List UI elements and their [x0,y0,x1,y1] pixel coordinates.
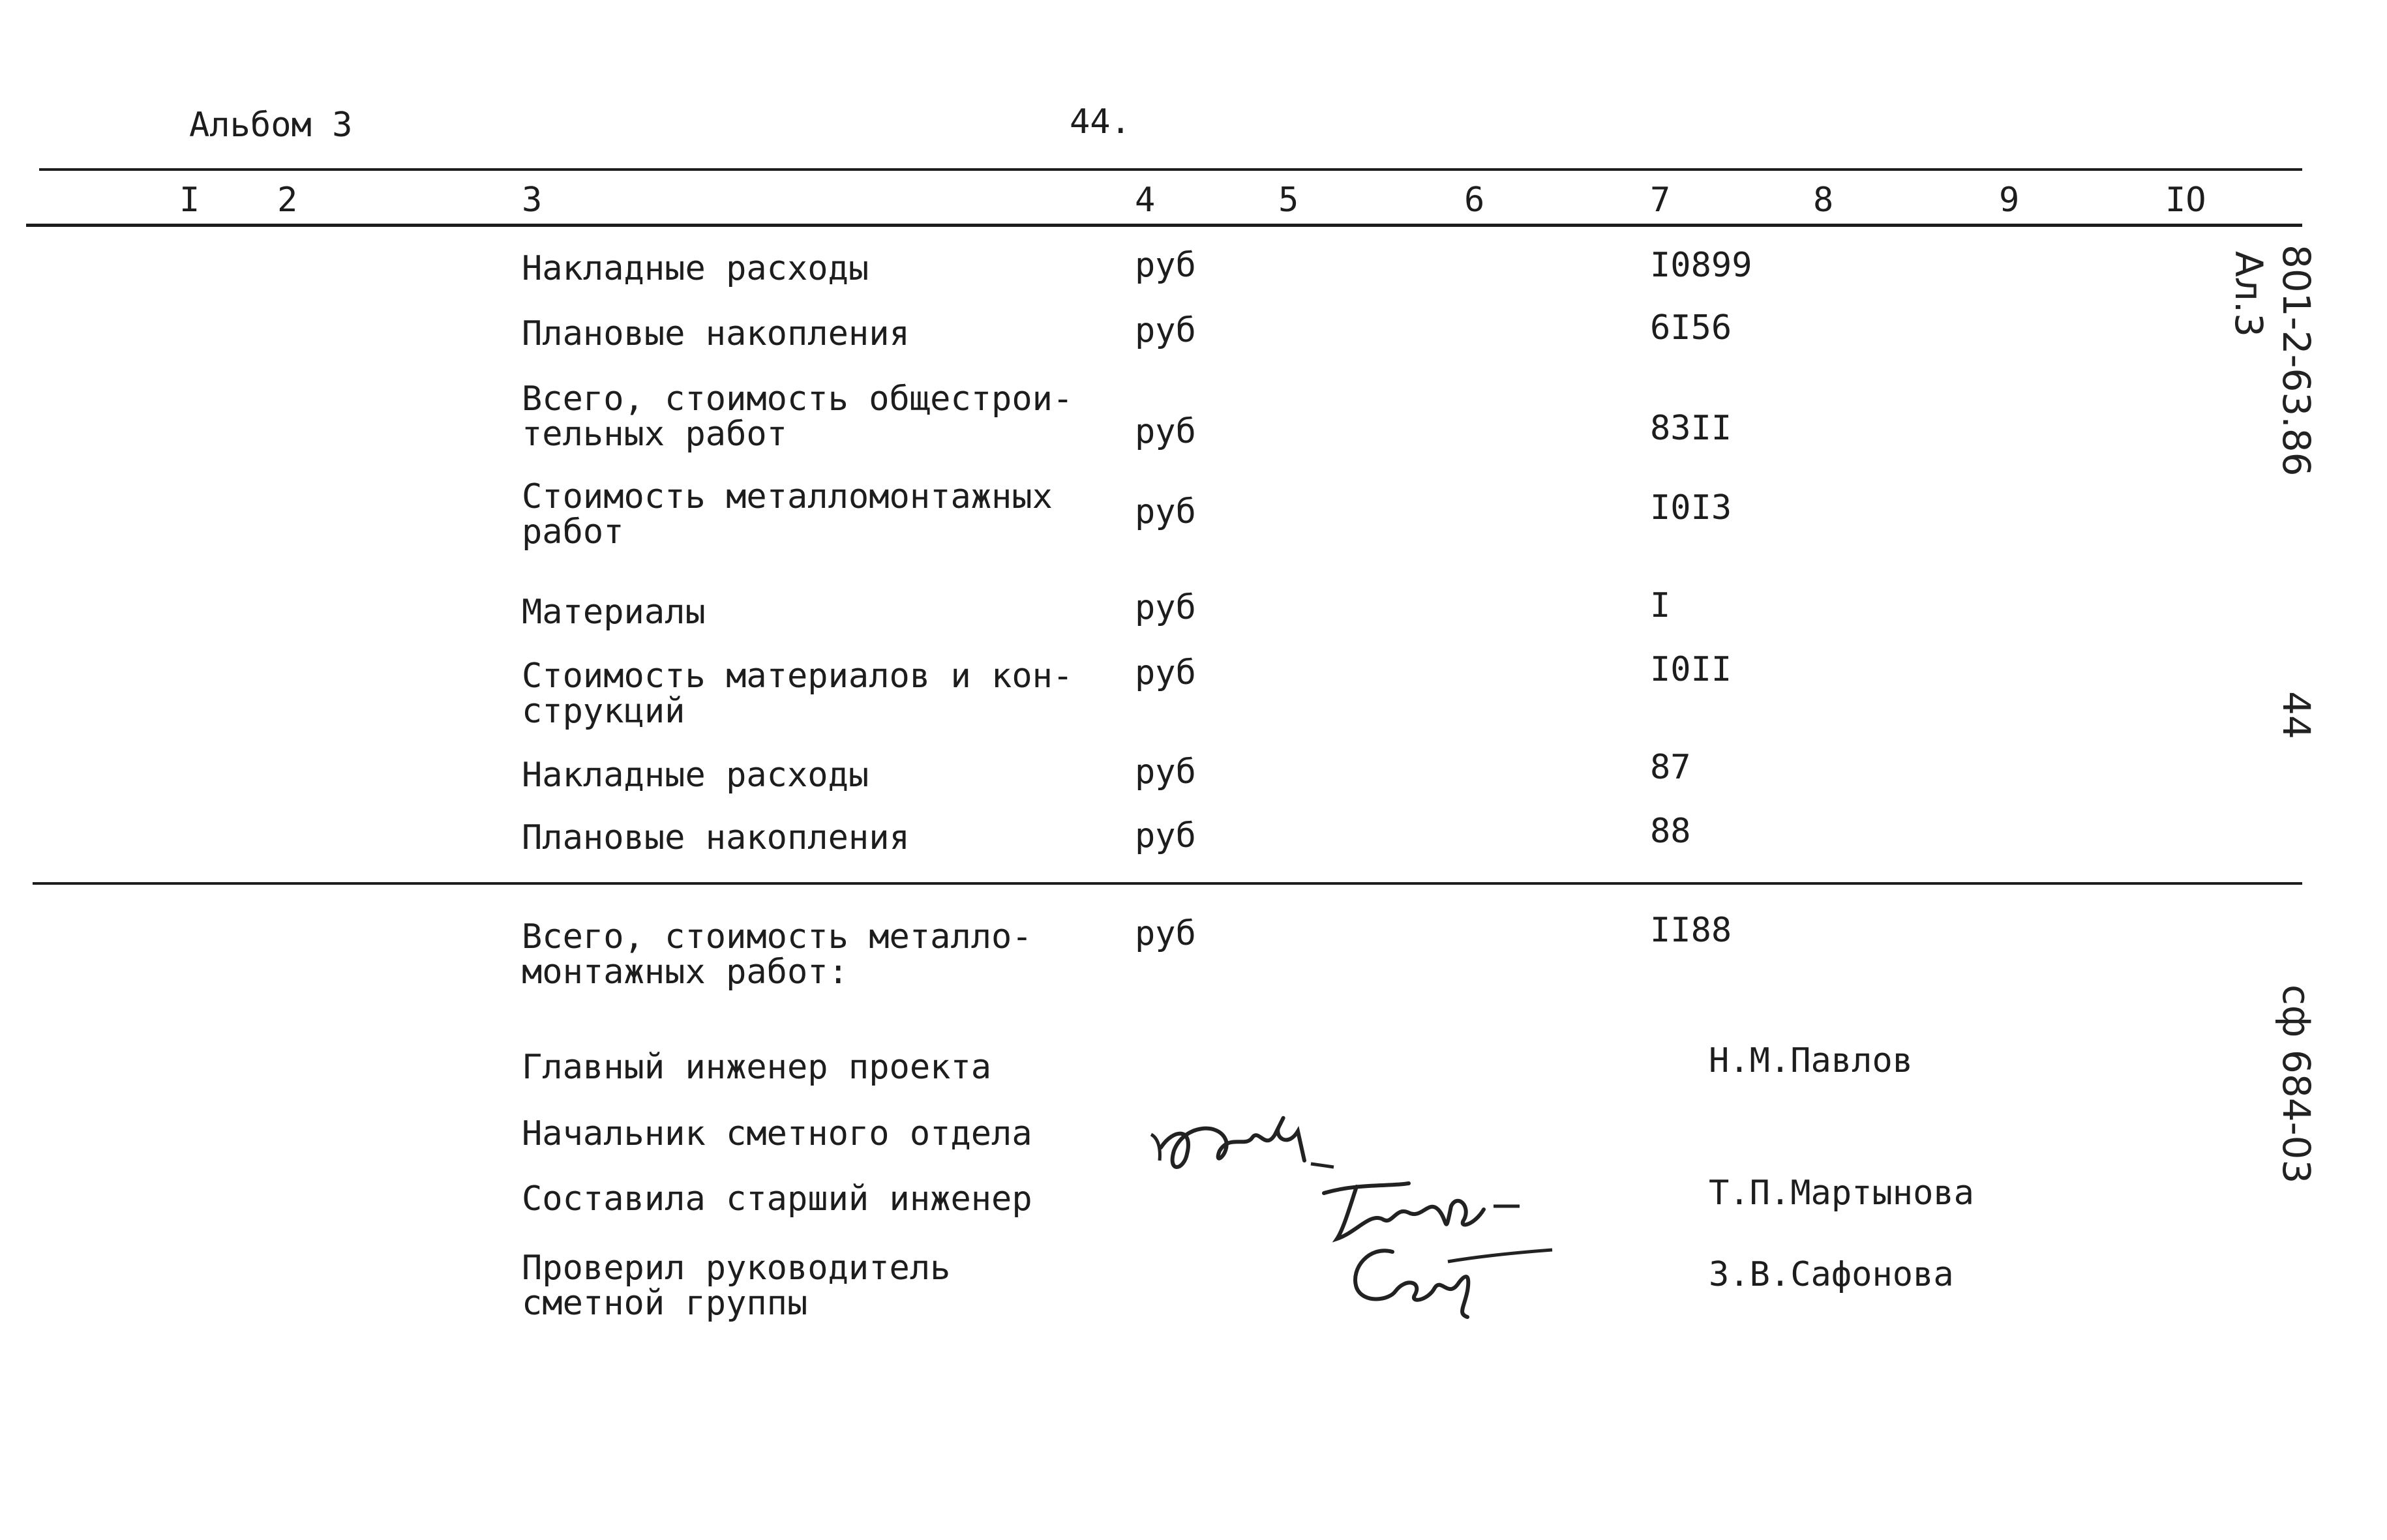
row-value: 6I56 [1650,308,1732,348]
row-value: I0II [1650,650,1732,689]
row-value: I0I3 [1650,488,1732,527]
col-8: 8 [1813,181,1834,220]
signature-role: Главный инженер проекта [522,1048,992,1087]
margin-page: 44 [2274,691,2319,739]
total-unit: руб [1135,914,1196,953]
header-rule [26,224,2302,227]
margin-code: 801-2-63.86 [2274,244,2319,477]
row-unit: руб [1135,752,1196,792]
album-label: Альбом 3 [189,106,353,145]
row-unit: руб [1135,311,1196,350]
signature-role: Начальник сметного отдела [522,1114,1032,1153]
row-value: 88 [1650,812,1691,851]
signature-person: Т.П.Мартынова [1709,1174,1974,1213]
top-rule [39,168,2302,171]
col-5: 5 [1278,181,1299,220]
row-value: 87 [1650,748,1691,787]
row-name: Стоимость материалов и кон- струкций [522,657,1073,731]
row-unit: руб [1135,816,1196,855]
row-value: I [1650,586,1671,625]
col-3: 3 [522,181,543,220]
row-unit: руб [1135,246,1196,285]
col-1: I [179,181,200,220]
page-number: 44. [1070,102,1131,141]
row-unit: руб [1135,492,1196,531]
signature-role: Составила старший инженер [522,1179,1032,1219]
margin-archive: сф 684-03 [2274,985,2319,1184]
col-4: 4 [1135,181,1156,220]
row-name: Накладные расходы [522,249,869,288]
total-rule [33,882,2302,885]
signature-person: З.В.Сафонова [1709,1255,1954,1294]
col-9: 9 [1999,181,2020,220]
row-value: 83II [1650,409,1732,448]
total-name: Всего, стоимость металло- монтажных работ: [522,917,1032,992]
handwritten-signature-3 [1344,1236,1565,1320]
row-name: Всего, стоимость общестрои- тельных работ [522,379,1073,454]
margin-album: Ал.3 [2227,251,2271,338]
row-name: Материалы [522,593,706,632]
col-6: 6 [1464,181,1485,220]
col-10: IO [2165,181,2206,220]
signature-person: Н.М.Павлов [1709,1041,1914,1080]
signature-role: Проверил руководитель сметной группы [522,1249,951,1323]
row-name: Стоимость металломонтажных работ [522,477,1053,552]
row-unit: руб [1135,588,1196,627]
row-name: Плановые накопления [522,314,910,353]
row-unit: руб [1135,412,1196,451]
row-value: I0899 [1650,246,1752,285]
row-name: Накладные расходы [522,756,869,795]
total-value: II88 [1650,911,1732,950]
col-2: 2 [277,181,298,220]
row-unit: руб [1135,653,1196,692]
col-7: 7 [1650,181,1671,220]
row-name: Плановые накопления [522,818,910,857]
